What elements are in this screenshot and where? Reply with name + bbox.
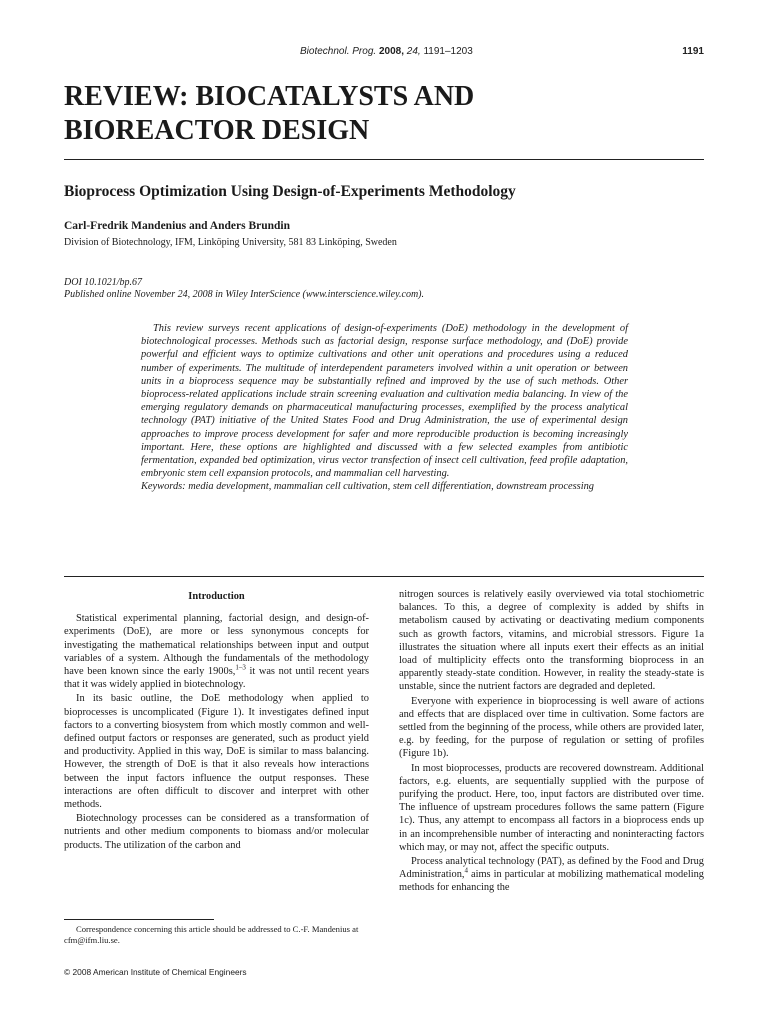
paragraph-1-text-end: it was not until recent years that it was widely applied in biotechnology. bbox=[64, 666, 369, 691]
journal-abbreviation: Biotechnol. Prog. bbox=[300, 46, 377, 57]
paragraph-1-text: Statistical experimental planning, factorial design, and design-of-experiments (DoE), are more or less synonymous concepts for investigating the mathematical relationships between input and output variables of a system. Although the fundamentals of the methodology have been known since the early 1900s, bbox=[64, 613, 369, 678]
running-head bbox=[300, 46, 473, 57]
journal-pages: 1191–1203 bbox=[423, 46, 473, 57]
paragraph-5: In most bioprocesses, products are recovered downstream. Additional factors, e.g. eluents, are sequentially supplied with the purpose of purifying the product. Here, too, input factors are distributed over time. The influence of upstream procedures follows the same pattern (Figure 1c). Thus, any attempt to encompass all factors in a bioprocess ends up in an incomprehensible number of interacting and noninteracting factors which may, or may not, affect the specific outputs. bbox=[399, 762, 704, 853]
publication-info: Published online November 24, 2008 in Wiley InterScience (www.interscience.wiley.com). bbox=[64, 289, 424, 300]
abstract-text: This review surveys recent applications of design-of-experiments (DoE) methodology in the development of biotechnological processes. Methods such as factorial design, response surface methodology, and (DoE) provide powerful and efficient ways to optimize cultivations and other unit operations and procedures using a reduced number of experiments. The multitude of interdependent parameters involved within a unit operation or between units in a bioprocess sequence may be substantially refined and improved by the use of such methods. Other bioprocess-related applications include strain screening evaluation and cultivation media balancing. In view of the emerging regulatory demands on pharmaceutical manufacturing processes, exemplified by the process analytical technology (PAT) initiative of the United States Food and Drug Administration, the use of experimental design approaches to improve process development for safer and more reproducible production is becoming increasingly important. Here, these options are highlighted and discussed with a few selected examples from antibiotic fermentation, expanded bed optimization, virus vector transfection of insect cell cultivation, feed profile adaptation, embryonic stem cell expansion protocols, and mammalian cell harvesting. bbox=[141, 323, 628, 480]
citation-4: 4 bbox=[464, 866, 469, 875]
right-column bbox=[399, 588, 704, 896]
article-title: Bioprocess Optimization Using Design-of-Experiments Methodology bbox=[64, 183, 516, 200]
paragraph-2: In its basic outline, the DoE methodology when applied to bioprocesses is uncomplicated (Figure 1). It investigates defined input factors to a converting biosystem from which mostly common and well-defined output factors or responses are generated, such as product yield and productivity. Applied in this way, DoE is similar to mass balancing. However, the strength of DoE is that it also reveals how interactions between the input factors influence the output responses. These interactions are often difficult to discover and interpret with other methods. bbox=[64, 693, 369, 811]
footnote-divider bbox=[64, 919, 214, 920]
journal-year: 2008, bbox=[378, 46, 404, 57]
page-number: 1191 bbox=[682, 46, 704, 57]
section-title bbox=[64, 80, 704, 148]
title-divider bbox=[64, 159, 704, 160]
correspondence-note: Correspondence concerning this article should be addressed to C.-F. Mandenius at cfm@ifm.liu.se. bbox=[64, 924, 359, 945]
paragraph-3-continued: nitrogen sources is relatively easily overviewed via total stochiometric balances. To this, a degree of complexity is added by shifts in metabolism caused by activating or deactivating medium components such as growth factors, vitamins, and microbial stressors. Figure 1a illustrates the situation where all inputs exert their effects as an initial load of multiplicity effects onto the transforming bioprocess in an apparently steady-state condition. However, in reality the steady-state is unstable, since the nutrient factors are degraded and depleted. bbox=[399, 589, 704, 693]
keywords: Keywords: media development, mammalian cell cultivation, stem cell differentiation, downstream processing bbox=[141, 481, 594, 493]
doi: DOI 10.1021/bp.67 bbox=[64, 277, 143, 288]
copyright: © 2008 American Institute of Chemical Engineers bbox=[64, 967, 247, 977]
citation-1-3: 1–3 bbox=[235, 663, 246, 672]
paragraph-4: Everyone with experience in bioprocessing is well aware of actions and effects that are displaced over time in cultivation. Some factors are settled from the beginning of the process, while others are provided later, e.g. by feeding, for the purpose of regulation or setting of profiles (Figure 1b). bbox=[399, 695, 704, 760]
affiliation: Division of Biotechnology, IFM, Linköping University, 581 83 Linköping, Sweden bbox=[64, 237, 397, 248]
section-title-line-1: REVIEW: BIOCATALYSTS AND bbox=[64, 81, 475, 112]
paragraph-1 bbox=[64, 612, 369, 691]
paragraph-6 bbox=[399, 855, 704, 895]
journal-volume: 24, bbox=[406, 46, 421, 57]
authors: Carl-Fredrik Mandenius and Anders Brundin bbox=[64, 220, 291, 232]
paragraph-6-text: Process analytical technology (PAT), as defined by the Food and Drug Administration, bbox=[399, 856, 704, 881]
paragraph-6-text-end: aims in particular at mobilizing mathematical modeling methods for enhancing the bbox=[399, 869, 704, 894]
abstract bbox=[141, 322, 628, 494]
paragraph-3: Biotechnology processes can be considered as a transformation of nutrients and other medium components to biomass and/or molecular products. The utilization of the carbon and bbox=[64, 813, 369, 851]
abstract-divider bbox=[64, 576, 704, 577]
section-title-line-2: BIOREACTOR DESIGN bbox=[64, 115, 370, 146]
introduction-heading: Introduction bbox=[188, 591, 245, 602]
left-column bbox=[64, 588, 369, 853]
footnote bbox=[64, 924, 369, 946]
